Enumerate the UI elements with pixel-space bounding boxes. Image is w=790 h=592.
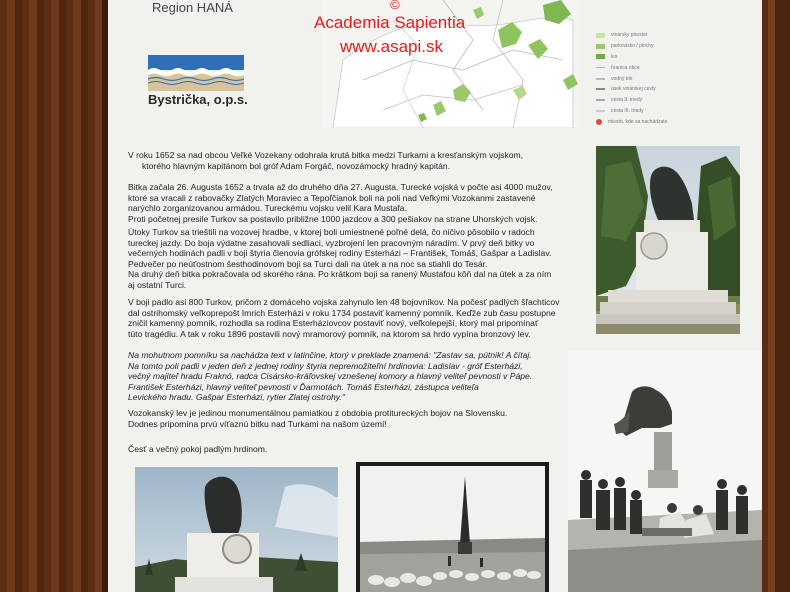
paragraph-intro: V roku 1652 sa nad obcou Veľké Vozekany odohrala krutá bitka medzi Turkami a kresťanským vojskom, ktorého hlavným kapitánom bol gróf Adam Forgáč, novozámocký hradný kapitán. (128, 150, 524, 171)
watermark-copyright: © (390, 0, 400, 12)
watermark-line-2: www.asapi.sk (340, 37, 443, 56)
legend-swatch (596, 44, 605, 49)
legend-item: parkovisko / plochy (596, 41, 711, 52)
paragraph-closing: Česť a večný pokoj padlým hrdinom. (128, 444, 268, 454)
wooden-frame-right (762, 0, 790, 592)
paragraph-significance: Vozokanský lev je jedinou monumentálnou pamiatkou z obdobia protitureckých bojov na Slovensku. Dodnes pripomína prvú víťaznú bitku nad Turkami na našom území! (128, 408, 508, 429)
obelisk-with-sheep-photo (356, 462, 549, 592)
paragraph-battle-start: Bitka začala 26. Augusta 1652 a trvala až do druhého dňa 27. Augusta. Turecké vojská v počte asi 4000 mužov, ktoré sa vracali z rabovačky Zlatých Moraviec a Tepoľčianok boli na poli nad Veľkými Vozokanmi zastavené narýchlo zorganizovanou armádou. Tureckému vojsku velil Kara Mustafa. Proti početnej presile Turkov sa postavilo približne 1000 jazdcov a 300 pešiakov na strane Uhorských vojsk. (128, 182, 553, 224)
legend-item: hranica obce (596, 62, 711, 73)
information-board (108, 0, 762, 592)
legend-item: vinársky priestor (596, 30, 711, 41)
map-legend (596, 30, 711, 127)
organization-name: Bystrička, o.p.s. (148, 92, 248, 107)
paragraph-inscription: Na mohutnom pomníku sa nachádza text v latinčine, ktorý v preklade znamená: "Zastav sa, pútnik! A čítaj. Na tomto poli padli v jeden deň z jednej rodiny štyria nepremožiteľní hrdinovia: Ladislav - gróf Esterházi, večný majiteľ hradu Fraknó, radca Cisársko-kráľovskej vznešenej komory a hlavný veliteľ pevnosti v Pápe. František Esterházi, hlavný veliteľ pevnosti v Ďarmotách. Tomáš Esterházi, zástupca veliteľa Levického hradu. Gašpar Esterházi, rytier Zlatej ostrohy." (128, 350, 533, 403)
bystricka-logo (148, 55, 244, 91)
legend-swatch (596, 78, 605, 80)
legend-item: les (596, 52, 711, 63)
wooden-frame-left (0, 0, 108, 592)
lion-sculpture-closeup-photo (135, 467, 338, 592)
watermark-line-1: Academia Sapientia (314, 13, 466, 32)
legend-item: miesto, kde sa nachádzate (596, 116, 711, 127)
legend-item: úsek vinárskej cesty (596, 84, 711, 95)
legend-item: cesta III. triedy (596, 106, 711, 117)
paragraph-monument-history: V boji padlo asi 800 Turkov, pričom z domáceho vojska zahynulo len 48 bojovníkov. Na počesť padlých šľachticov dal ostrihomský veľkoprepošt Imrich Esterházi v roku 1734 postaviť kamenný pomník. Keďže zub času postupne zničil kamenný pomník, rozhodla sa rodina Esterháziovcov postaviť nový, veľkolepejší, ktorý mal pripomínať túto tragédiu. A tak v roku 1896 postavili nový mramorový pomník, na ktorom sa hrdo vypína bronzový lev. (128, 297, 560, 339)
legend-swatch (596, 54, 605, 59)
region-label: Region HANÁ (152, 0, 233, 15)
legend-swatch (596, 119, 602, 125)
historical-photo-with-people (568, 350, 762, 592)
legend-item: cesta II. triedy (596, 95, 711, 106)
lion-monument-photo (596, 146, 740, 334)
legend-swatch (596, 110, 605, 112)
legend-swatch (596, 99, 605, 101)
paragraph-battle-course: Útoky Turkov sa trieštili na vozovej hradbe, v ktorej boli umiestnené poľné delá, čo ničivo pôsobilo v radoch tureckej jazdy. Do boja výdatne zasahovali sedliaci, vyzbrojení len pracovným náradím. V prvý deň bitky vo večerných hodinách padli v boji štyria členovia grófskej rodiny Esterházi – František, Tomáš, Gašpar a Ladislav. Pedvečer po neúťostnom šesthodinovom boji sa Turci dali na útek a na noc sa stiahli do Tesár. Na druhý deň bitka pokračovala od skorého rána. Po krátkom boji sa ranený Mustafou kôň dal na útek a za ním aj ostatní Turci. (128, 227, 552, 290)
legend-swatch (596, 67, 605, 68)
legend-item: vodný tok (596, 73, 711, 84)
legend-swatch (596, 88, 605, 90)
legend-swatch (596, 33, 605, 38)
